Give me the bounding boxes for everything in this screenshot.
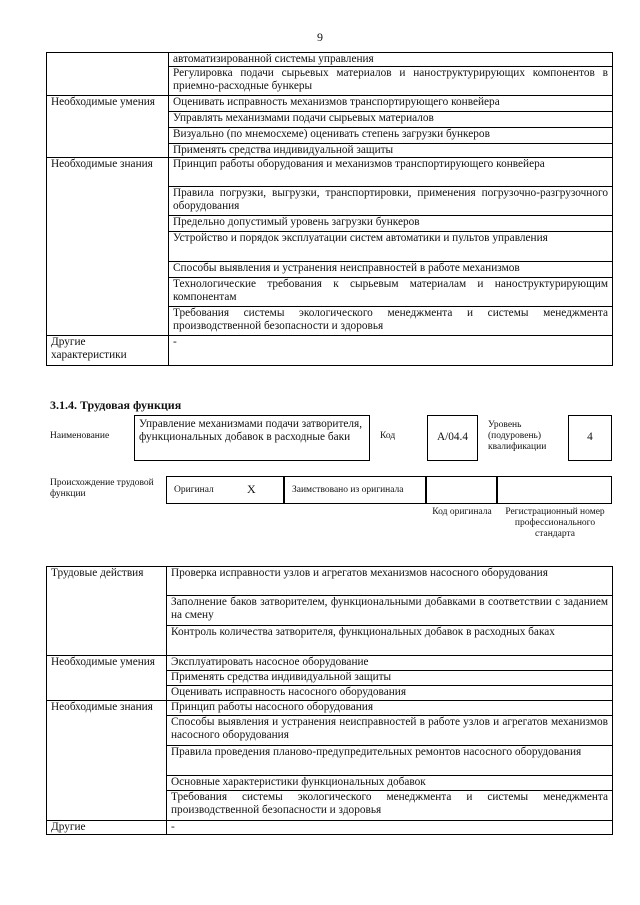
- table-cell: Требования системы экологического менеджмента и системы менеджмента производственной безопасности и здоровья: [169, 307, 613, 336]
- table-row-label: Необходимые знания: [47, 158, 169, 336]
- table-cell: Основные характеристики функциональных добавок: [167, 776, 613, 791]
- table-row-label: [47, 53, 169, 96]
- table-cell: Контроль количества затворителя, функциональных добавок в расходных баках: [167, 626, 613, 656]
- table-row-label: Необходимые умения: [47, 656, 167, 701]
- borrowed-cell: [284, 476, 426, 504]
- original-cell: [166, 476, 284, 504]
- table-row-label: Другие характеристики: [47, 336, 169, 366]
- page-number: 9: [317, 30, 323, 44]
- table-cell: -: [167, 821, 613, 835]
- table-cell: Устройство и порядок эксплуатации систем автоматики и пультов управления: [169, 232, 613, 262]
- borrowed-label: Заимствовано из оригинала: [292, 485, 404, 495]
- table-cell: автоматизированной системы управления: [169, 53, 613, 67]
- table-row-label: Трудовые действия: [47, 567, 167, 656]
- table-cell: Оценивать исправность механизмов транспортирующего конвейера: [169, 96, 613, 112]
- table-cell: Правила проведения планово-предупредительных ремонтов насосного оборудования: [167, 746, 613, 776]
- table-row-label: Необходимые умения: [47, 96, 169, 158]
- table-cell: Принцип работы насосного оборудования: [167, 701, 613, 716]
- skills-table-2: [46, 566, 613, 835]
- table-cell: Требования системы экологического менеджмента и системы менеджмента производственной безопасности и здоровья: [167, 791, 613, 821]
- code-label: Код: [380, 431, 396, 441]
- table-cell: Способы выявления и устранения неисправностей в работе механизмов: [169, 262, 613, 278]
- code-original-cell: [426, 476, 497, 504]
- level-label: Уровень (подуровень) квалификации: [488, 420, 547, 452]
- original-mark: X: [247, 482, 256, 496]
- table-cell: Визуально (по мнемосхеме) оценивать степень загрузки бункеров: [169, 128, 613, 144]
- table-cell: Регулировка подачи сырьевых материалов и наноструктурирующих компонентов в приемно-расходные бункеры: [169, 67, 613, 96]
- origin-label: Происхождение трудовой функции: [50, 478, 154, 499]
- section-title: 3.1.4. Трудовая функция: [50, 398, 182, 412]
- original-label: Оригинал: [174, 485, 214, 495]
- table-cell: Управлять механизмами подачи сырьевых материалов: [169, 112, 613, 128]
- table-cell: Принцип работы оборудования и механизмов транспортирующего конвейера: [169, 158, 613, 187]
- table-cell: Проверка исправности узлов и агрегатов механизмов насосного оборудования: [167, 567, 613, 596]
- function-name-box: Управление механизмами подачи затворителя, функциональных добавок в расходные баки: [134, 415, 370, 461]
- table-cell: Эксплуатировать насосное оборудование: [167, 656, 613, 671]
- table-row-label: Необходимые знания: [47, 701, 167, 821]
- table-cell: Применять средства индивидуальной защиты: [167, 671, 613, 686]
- table-cell: Способы выявления и устранения неисправностей в работе узлов и агрегатов механизмов насосного оборудования: [167, 716, 613, 746]
- table-cell: Заполнение баков затворителем, функциональными добавками в соответствии с заданием на смену: [167, 596, 613, 626]
- table-cell: Предельно допустимый уровень загрузки бункеров: [169, 216, 613, 232]
- table-cell: -: [169, 336, 613, 366]
- level-box: 4: [568, 415, 612, 461]
- reg-number-label: Регистрационный номер профессионального стандарта: [505, 507, 605, 539]
- name-label: Наименование: [50, 431, 110, 441]
- table-cell: Применять средства индивидуальной защиты: [169, 144, 613, 158]
- skills-table-1: [46, 52, 613, 366]
- code-original-label: Код оригинала: [432, 507, 492, 517]
- table-row-label: Другие: [47, 821, 167, 835]
- table-cell: Технологические требования к сырьевым материалам и наноструктурирующим компонентам: [169, 278, 613, 307]
- table-cell: Оценивать исправность насосного оборудования: [167, 686, 613, 701]
- table-cell: Правила погрузки, выгрузки, транспортировки, применения погрузочно-разгрузочного оборудования: [169, 187, 613, 216]
- code-box: A/04.4: [427, 415, 478, 461]
- reg-number-cell: [497, 476, 612, 504]
